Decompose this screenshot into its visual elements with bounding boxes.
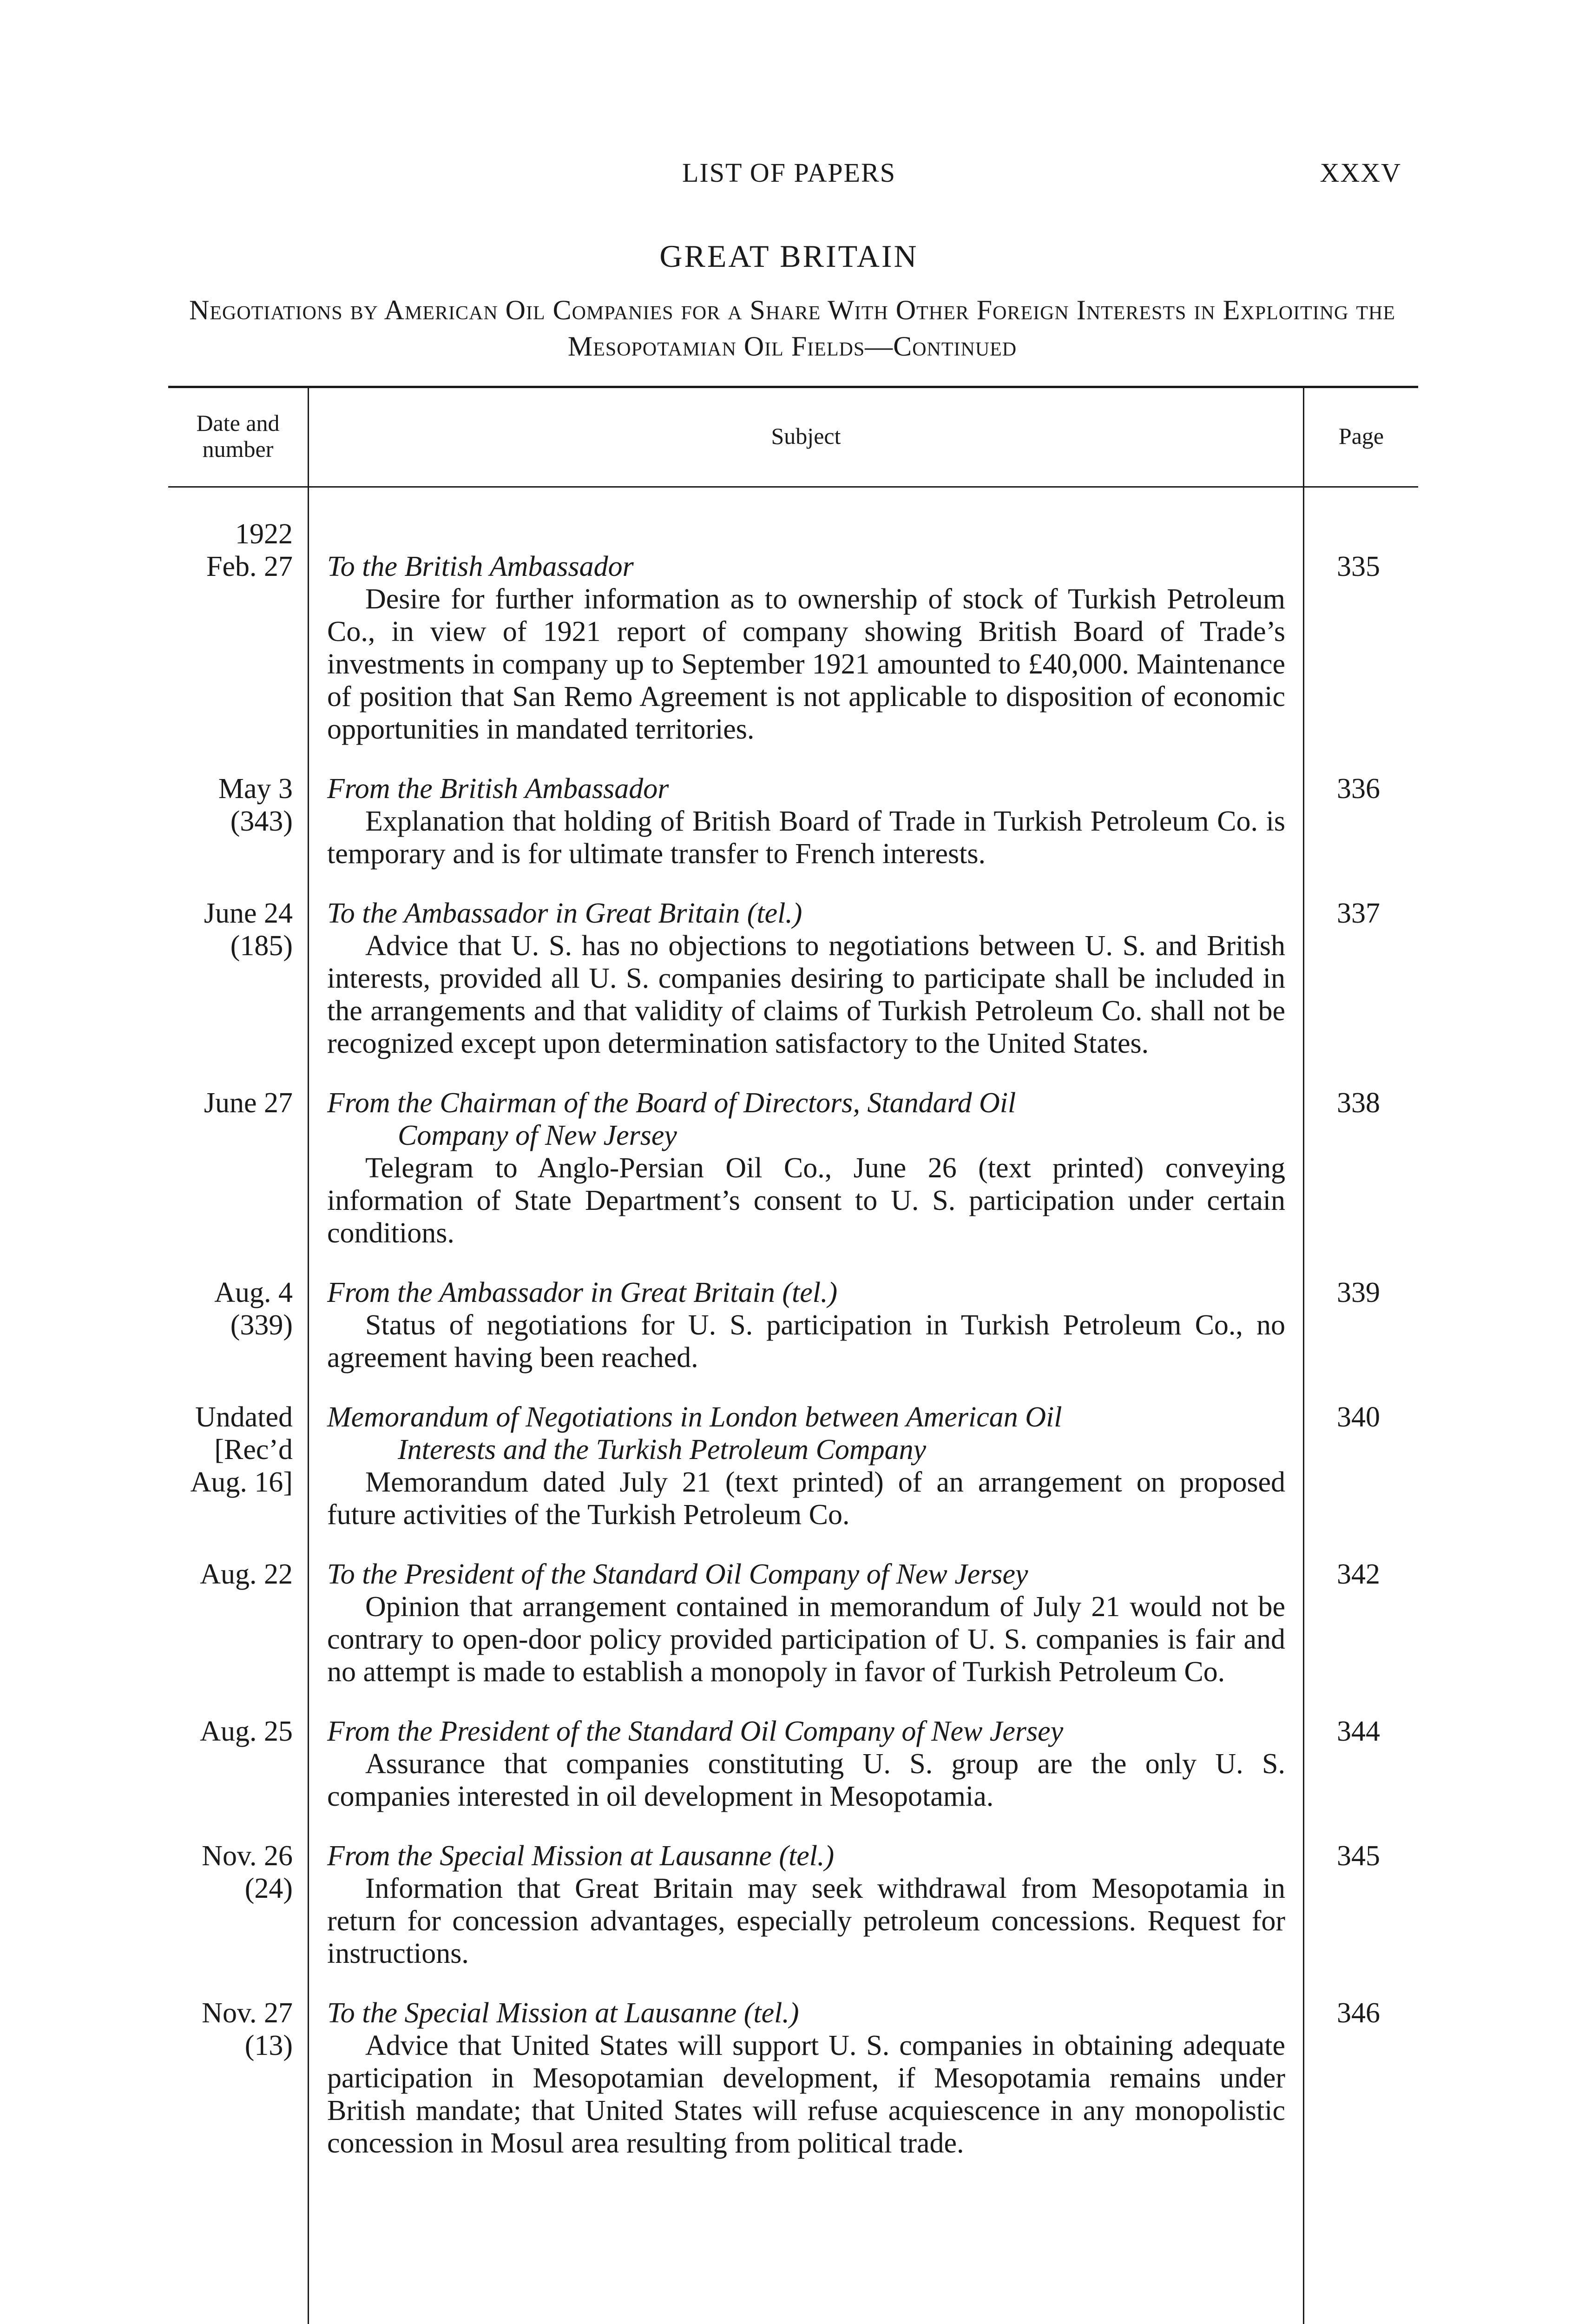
entry-correspondent [327, 1840, 1285, 1872]
entry-date-line: June 24 [204, 898, 293, 929]
entry-summary: Memorandum dated July 21 (text printed) of an arrangement on proposed future activities of the Turkish Petroleum Co. [327, 1466, 1285, 1531]
entry-date-line: Aug. 16] [190, 1466, 293, 1498]
entry-date [168, 1276, 308, 1374]
entry-correspondent-line: From the Chairman of the Board of Directors, Standard Oil [327, 1087, 1016, 1119]
entry-correspondent-line: To the Special Mission at Lausanne (tel.) [327, 1997, 799, 2029]
entry-summary: Advice that United States will support U. S. companies in obtaining adequate participation in Mesopotamian development, if Mesopotamia remains under British mandate; that United States will refuse acquiescence in any monopolistic concession in Mosul area resulting from political trade. [327, 2030, 1285, 2159]
column-header-subject: Subject [771, 423, 841, 449]
entry-subject [308, 550, 1302, 746]
table-body [168, 518, 1418, 2186]
running-head [0, 157, 1578, 199]
entry-summary: Desire for further information as to ownership of stock of Turkish Petroleum Co., in view of 1921 report of company showing British Board of Trade’s investments in company up to September 1921 amounted to £40,000. Maintenance of position that San Remo Agreement is not applicable to disposition of economic opportunities in mandated territories. [327, 583, 1285, 745]
entry-date-line: Nov. 27 [202, 1997, 293, 2029]
entry-subject [308, 772, 1302, 870]
entry-page-number: 337 [1337, 898, 1380, 929]
entry-date-line: May 3 [218, 773, 293, 805]
country-heading: GREAT BRITAIN [659, 238, 919, 274]
table-row [168, 1401, 1418, 1531]
table-row [168, 550, 1418, 746]
running-head-title: LIST OF PAPERS [682, 158, 896, 188]
entry-page-number: 345 [1337, 1840, 1380, 1872]
entry-date [168, 1840, 308, 1970]
entry-date-line: (339) [230, 1309, 293, 1341]
entry-correspondent [327, 1401, 1285, 1466]
entry-summary: Status of negotiations for U. S. participation in Turkish Petroleum Co., no agreement having been reached. [327, 1309, 1285, 1373]
entry-date-line: Aug. 25 [200, 1716, 293, 1747]
entry-correspondent-line: From the President of the Standard Oil Company of New Jersey [327, 1716, 1064, 1747]
entry-summary: Advice that U. S. has no objections to negotiations between U. S. and British interests, provided all U. S. companies desiring to participate shall be included in the arrangements and that validity of claims of Turkish Petroleum Co. shall not be recognized except upon determination satisfactory to the United States. [327, 930, 1285, 1059]
entry-subject [308, 897, 1302, 1060]
year-label: 1922 [235, 518, 293, 550]
column-header-date: Date and number [196, 410, 280, 462]
entry-correspondent-line: To the British Ambassador [327, 551, 634, 582]
entry-date-line: Aug. 4 [214, 1277, 293, 1308]
entry-correspondent-line: Memorandum of Negotiations in London between American Oil [327, 1401, 1062, 1433]
entry-summary: Assurance that companies constituting U. S. group are the only U. S. companies interested in oil development in Mesopotamia. [327, 1748, 1285, 1812]
entry-correspondent [327, 550, 1285, 583]
entry-correspondent-line: To the President of the Standard Oil Company of New Jersey [327, 1558, 1028, 1590]
entry-page-number: 339 [1337, 1277, 1380, 1308]
entry-correspondent [327, 1558, 1285, 1591]
entry-date [168, 1558, 308, 1688]
entry-date-line: Feb. 27 [206, 551, 293, 582]
entry-page-number: 335 [1337, 551, 1380, 582]
entry-date-line: Aug. 22 [200, 1558, 293, 1590]
entry-summary: Opinion that arrangement contained in memorandum of July 21 would not be contrary to open-door policy provided participation of U. S. companies is fair and no attempt is made to establish a monopoly in favor of Turkish Petroleum Co. [327, 1591, 1285, 1688]
entry-subject [308, 1087, 1302, 1249]
entry-subject [308, 1715, 1302, 1813]
entry-summary: Explanation that holding of British Board of Trade in Turkish Petroleum Co. is temporary and is for ultimate transfer to French interests. [327, 805, 1285, 870]
entry-correspondent [327, 1997, 1285, 2029]
entry-page-number: 346 [1337, 1997, 1380, 2029]
entry-summary: Telegram to Anglo-Persian Oil Co., June 26 (text printed) conveying information of State Department’s consent to U. S. participation under certain conditions. [327, 1152, 1285, 1249]
entry-date-line: (343) [230, 805, 293, 837]
entry-subject [308, 1558, 1302, 1688]
entry-date-line: Undated [195, 1401, 293, 1433]
entry-date [168, 897, 308, 1060]
table-row [168, 772, 1418, 870]
entry-correspondent-line: From the Ambassador in Great Britain (tel.) [327, 1277, 838, 1308]
entry-date [168, 1401, 308, 1531]
entry-date-line: (185) [230, 930, 293, 962]
entry-correspondent-line: Interests and the Turkish Petroleum Company [398, 1434, 927, 1466]
entry-correspondent [327, 897, 1285, 930]
table-row [168, 1840, 1418, 1970]
header-rule [168, 486, 1418, 488]
entry-page-number: 342 [1337, 1558, 1380, 1590]
entry-correspondent-line: Company of New Jersey [398, 1120, 677, 1151]
table-row [168, 1715, 1418, 1813]
entry-correspondent [327, 1715, 1285, 1748]
column-header-page: Page [1338, 423, 1384, 449]
entry-correspondent [327, 772, 1285, 805]
table-row [168, 897, 1418, 1060]
entry-subject [308, 1840, 1302, 1970]
year-row [168, 518, 1418, 550]
entry-page-number: 344 [1337, 1716, 1380, 1747]
entry-date-line: (24) [244, 1873, 293, 1904]
page-numeral: XXXV [1320, 158, 1401, 188]
entry-correspondent-line: To the Ambassador in Great Britain (tel.) [327, 898, 802, 929]
entry-date [168, 772, 308, 870]
entry-subject [308, 1997, 1302, 2159]
entry-summary: Information that Great Britain may seek withdrawal from Mesopotamia in return for concession advantages, especially petroleum concessions. Request for instructions. [327, 1873, 1285, 1969]
entry-correspondent [327, 1087, 1285, 1152]
entry-date [168, 1997, 308, 2159]
entry-correspondent-line: From the British Ambassador [327, 773, 669, 805]
table-row [168, 1997, 1418, 2159]
entry-date [168, 1715, 308, 1813]
entry-date-line: Nov. 26 [202, 1840, 293, 1872]
entry-page-number: 340 [1337, 1401, 1380, 1433]
entry-date [168, 1087, 308, 1249]
entry-date-line: June 27 [204, 1087, 293, 1119]
section-title: Negotiations by American Oil Companies for a Share With Other Foreign Interests in Exploiting the Mesopotamian Oil Fields—Continued [189, 295, 1395, 362]
table-row [168, 1087, 1418, 1249]
entry-correspondent [327, 1276, 1285, 1309]
entry-correspondent-line: From the Special Mission at Lausanne (tel.) [327, 1840, 835, 1872]
entry-date-line: [Rec’d [214, 1434, 293, 1466]
entry-page-number: 338 [1337, 1087, 1380, 1119]
table-row [168, 1276, 1418, 1374]
entry-page-number: 336 [1337, 773, 1380, 805]
entry-subject [308, 1276, 1302, 1374]
entry-subject [308, 1401, 1302, 1531]
entry-date [168, 550, 308, 746]
table-row [168, 1558, 1418, 1688]
entry-date-line: (13) [244, 2030, 293, 2061]
